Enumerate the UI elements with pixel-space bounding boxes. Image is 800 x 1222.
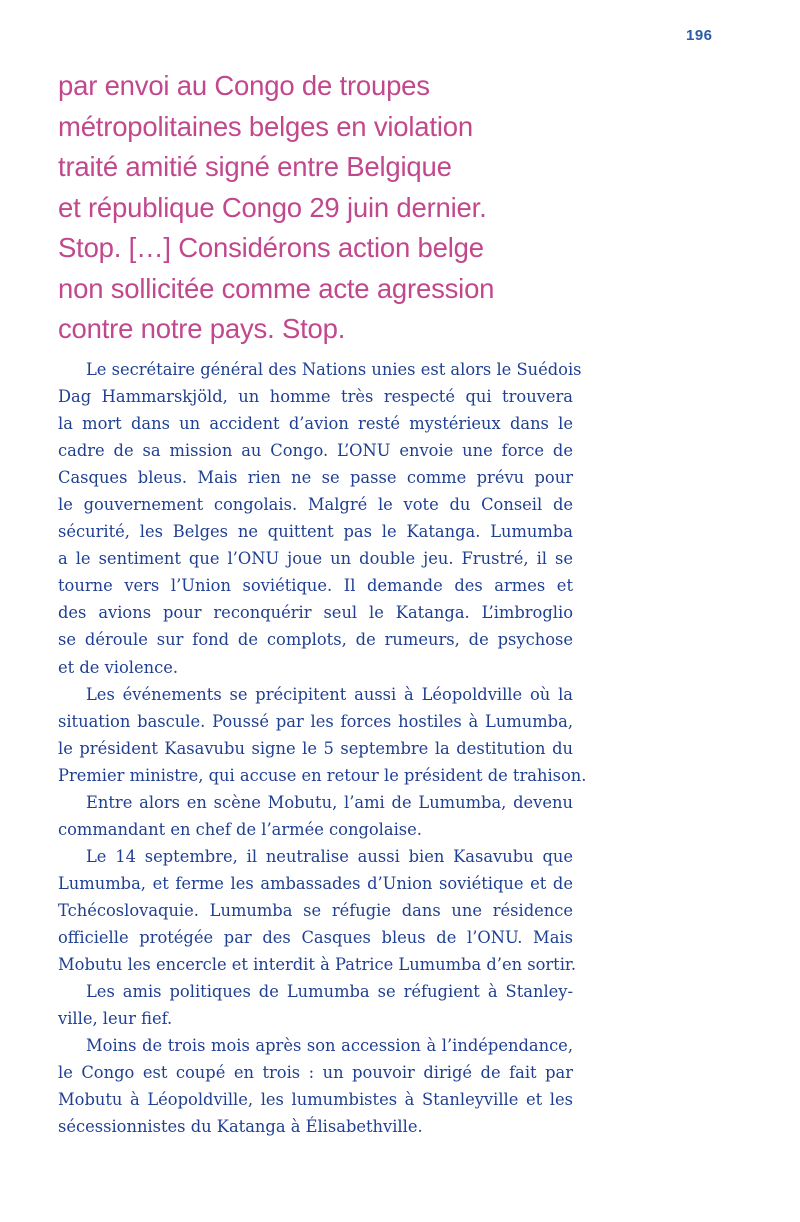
body-line: le président Kasavubu signe le 5 septembre la destitution du bbox=[58, 738, 573, 758]
page-number: 196 bbox=[686, 27, 713, 44]
body-line: Lumumba, et ferme les ambassades d’Union soviétique et de bbox=[58, 873, 573, 893]
body-line: situation bascule. Poussé par les forces hostiles à Lumumba, bbox=[58, 711, 573, 731]
body-line: Les événements se précipitent aussi à Léopoldville où la bbox=[86, 684, 573, 704]
body-line: se déroule sur fond de complots, de rumeurs, de psychose bbox=[58, 630, 573, 650]
body-line: Moins de trois mois après son accession à l’indépendance, bbox=[86, 1036, 573, 1056]
body-line: sécessionnistes du Katanga à Élisabethville. bbox=[58, 1117, 423, 1137]
body-line: le Congo est coupé en trois : un pouvoir dirigé de fait par bbox=[58, 1063, 573, 1083]
body-line: Premier ministre, qui accuse en retour le président de trahison. bbox=[58, 765, 587, 785]
body-line: Le secrétaire général des Nations unies est alors le Suédois bbox=[86, 360, 582, 379]
body-line: sécurité, les Belges ne quittent pas le Katanga. Lumumba bbox=[58, 522, 573, 542]
body-line: Mobutu les encercle et interdit à Patrice Lumumba d’en sortir. bbox=[58, 955, 577, 975]
quote-line: métropolitaines belges en violation bbox=[58, 110, 473, 142]
body-line: Entre alors en scène Mobutu, l’ami de Lumumba, devenu bbox=[86, 792, 573, 812]
body-line: tourne vers l’Union soviétique. Il demande des armes et bbox=[58, 576, 573, 596]
body-line: Les amis politiques de Lumumba se réfugient à Stanley- bbox=[86, 982, 573, 1002]
body-line: le gouvernement congolais. Malgré le vote du Conseil de bbox=[58, 495, 573, 515]
body-line: Le 14 septembre, il neutralise aussi bien Kasavubu que bbox=[86, 846, 573, 866]
quote-line: Stop. […] Considérons action belge bbox=[58, 232, 484, 263]
body-text bbox=[58, 356, 587, 1140]
quote-line: traité amitié signé entre Belgique bbox=[58, 151, 452, 182]
body-line: officielle protégée par des Casques bleus de l’ONU. Mais bbox=[58, 927, 573, 947]
body-line: cadre de sa mission au Congo. L’ONU envoie une force de bbox=[58, 441, 573, 461]
body-line: et de violence. bbox=[58, 657, 179, 677]
pull-quote bbox=[58, 66, 758, 350]
body-line: commandant en chef de l’armée congolaise. bbox=[58, 819, 422, 839]
body-line: des avions pour reconquérir seul le Katanga. L’imbroglio bbox=[58, 603, 573, 623]
body-line: a le sentiment que l’ONU joue un double jeu. Frustré, il se bbox=[58, 549, 573, 569]
body-line: Mobutu à Léopoldville, les lumumbistes à Stanleyville et les bbox=[58, 1090, 573, 1110]
body-line: Casques bleus. Mais rien ne se passe comme prévu pour bbox=[58, 468, 573, 488]
quote-line: et république Congo 29 juin dernier. bbox=[58, 191, 487, 223]
quote-line: contre notre pays. Stop. bbox=[58, 313, 346, 344]
body-line: ville, leur fief. bbox=[58, 1009, 173, 1029]
body-line: Dag Hammarskjöld, un homme très respecté qui trouvera bbox=[58, 387, 573, 407]
quote-line: par envoi au Congo de troupes bbox=[58, 70, 430, 101]
quote-line: non sollicitée comme acte agression bbox=[58, 272, 495, 304]
body-line: Tchécoslovaquie. Lumumba se réfugie dans une résidence bbox=[58, 900, 573, 920]
body-line: la mort dans un accident d’avion resté mystérieux dans le bbox=[58, 414, 573, 434]
